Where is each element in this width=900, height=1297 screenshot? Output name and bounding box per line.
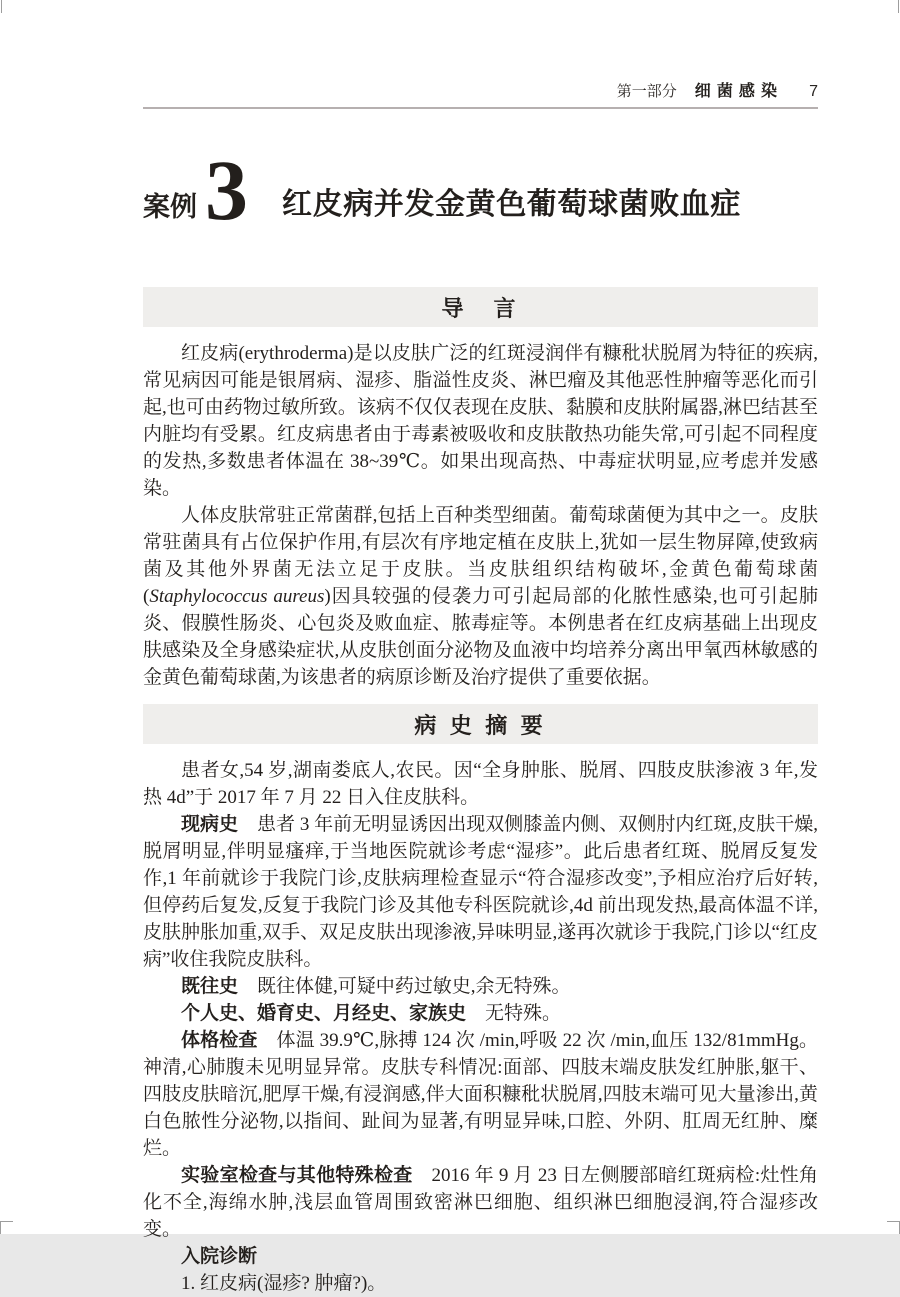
section-heading-introduction: [143, 287, 818, 327]
crop-mark-top-left: [1, 0, 2, 13]
history-item-present-illness: [143, 811, 818, 973]
history-item-text: 患者 3 年前无明显诱因出现双侧膝盖内侧、双侧肘内红斑,皮肤干燥,脱屑明显,伴明显瘙痒,于当地医院就诊考虑“湿疹”。此后患者红斑、脱屑反复发作,1 年前就诊于我院门诊,皮肤病理检查显示“符合湿疹改变”,予相应治疗后好转,但停药后复发,反复于我院门诊及其他专科医院就诊,4d 前出现发热,最高体温不详,皮肤肿胀加重,双手、双足皮肤出现渗液,异味明显,遂再次就诊于我院,门诊以“红皮病”收住我院皮肤科。: [143, 814, 818, 970]
intro-paragraph-2-pre: 人体皮肤常驻正常菌群,包括上百种类型细菌。葡萄球菌便为其中之一。皮肤常驻菌具有占位保护作用,有层次有序地定植在皮肤上,犹如一层生物屏障,使致病菌及其他外界菌无法立足于皮肤。当皮肤组织结构破坏,金黄色葡萄球菌(: [143, 505, 818, 607]
section-heading-history-label: 病 史 摘 要: [414, 712, 547, 738]
history-item-text: 体温 39.9℃,脉搏 124 次 /min,呼吸 22 次 /min,血压 132/81mmHg。神清,心肺腹未见明显异常。皮肤专科情况:面部、四肢末端皮肤发红肿胀,躯干、四肢皮肤暗沉,肥厚干燥,有浸润感,伴大面积糠秕状脱屑,四肢末端可见大量渗出,黄白色脓性分泌物,以指间、趾间为显著,有明显异味,口腔、外阴、肛周无红肿、糜烂。: [143, 1030, 818, 1159]
case-name: 红皮病并发金黄色葡萄球菌败血症: [282, 188, 741, 221]
intro-paragraph-1: 红皮病(erythroderma)是以皮肤广泛的红斑浸润伴有糠秕状脱屑为特征的疾病,常见病因可能是银屑病、湿疹、脂溢性皮炎、淋巴瘤及其他恶性肿瘤等恶化而引起,也可由药物过敏所致。该病不仅仅表现在皮肤、黏膜和皮肤附属器,淋巴结甚至内脏均有受累。红皮病患者由于毒素被吸收和皮肤散热功能失常,可引起不同程度的发热,多数患者体温在 38~39℃。如果出现高热、中毒症状明显,应考虑并发感染。: [143, 343, 818, 499]
section-heading-history: [143, 704, 818, 744]
history-item-label: 体格检查: [181, 1030, 258, 1051]
case-label: 案例: [143, 192, 197, 222]
history-item-label: 实验室检查与其他特殊检查: [181, 1165, 413, 1186]
admission-diagnosis-heading: 入院诊断: [181, 1246, 258, 1267]
crop-mark-top-right: [898, 0, 899, 13]
page-number: 7: [809, 83, 818, 100]
history-item-label: 既往史: [181, 976, 239, 997]
admission-diagnosis-item-1: 1. 红皮病(湿疹? 肿瘤?)。: [181, 1273, 387, 1294]
history-item-text: 无特殊。: [485, 1003, 562, 1024]
part-label: 第一部分: [616, 83, 677, 100]
header-rule: [143, 107, 818, 109]
running-header: [143, 0, 818, 102]
history-item-lab-tests: [143, 1162, 818, 1243]
history-item-label: 个人史、婚育史、月经史、家族史: [181, 1003, 467, 1024]
history-item-text: 既往体健,可疑中药过敏史,余无特殊。: [257, 976, 571, 997]
intro-paragraph-2-post: )因具较强的侵袭力可引起局部的化脓性感染,也可引起肺炎、假膜性肠炎、心包炎及败血症、脓毒症等。本例患者在红皮病基础上出现皮肤感染及全身感染症状,从皮肤创面分泌物及血液中均培养分离出甲氧西林敏感的金黄色葡萄球菌,为该患者的病原诊断及治疗提供了重要依据。: [143, 586, 818, 688]
history-item-past-history: [143, 973, 818, 1000]
history-item-physical-exam: [143, 1027, 818, 1162]
case-number: 3: [205, 142, 248, 238]
crop-mark-bottom-left: [0, 1221, 13, 1234]
section-heading-introduction-label: 导 言: [441, 295, 520, 321]
case-title-block: [143, 142, 818, 238]
species-name-italic: Staphylococcus aureus: [149, 586, 325, 607]
history-item-text: 2016 年 9 月 23 日左侧腰部暗红斑病检:灶性角化不全,海绵水肿,浅层血管周围致密淋巴细胞、组织淋巴细胞浸润,符合湿疹改变。: [143, 1165, 818, 1240]
history-item-label: 现病史: [181, 814, 239, 835]
history-intro-paragraph: 患者女,54 岁,湖南娄底人,农民。因“全身肿胀、脱屑、四肢皮肤渗液 3 年,发热 4d”于 2017 年 7 月 22 日入住皮肤科。: [143, 760, 818, 808]
part-title: 细菌感染: [694, 83, 784, 100]
history-item-personal-family-history: [143, 1000, 818, 1027]
intro-paragraph-2: [143, 502, 818, 691]
crop-mark-bottom-right: [887, 1221, 900, 1234]
